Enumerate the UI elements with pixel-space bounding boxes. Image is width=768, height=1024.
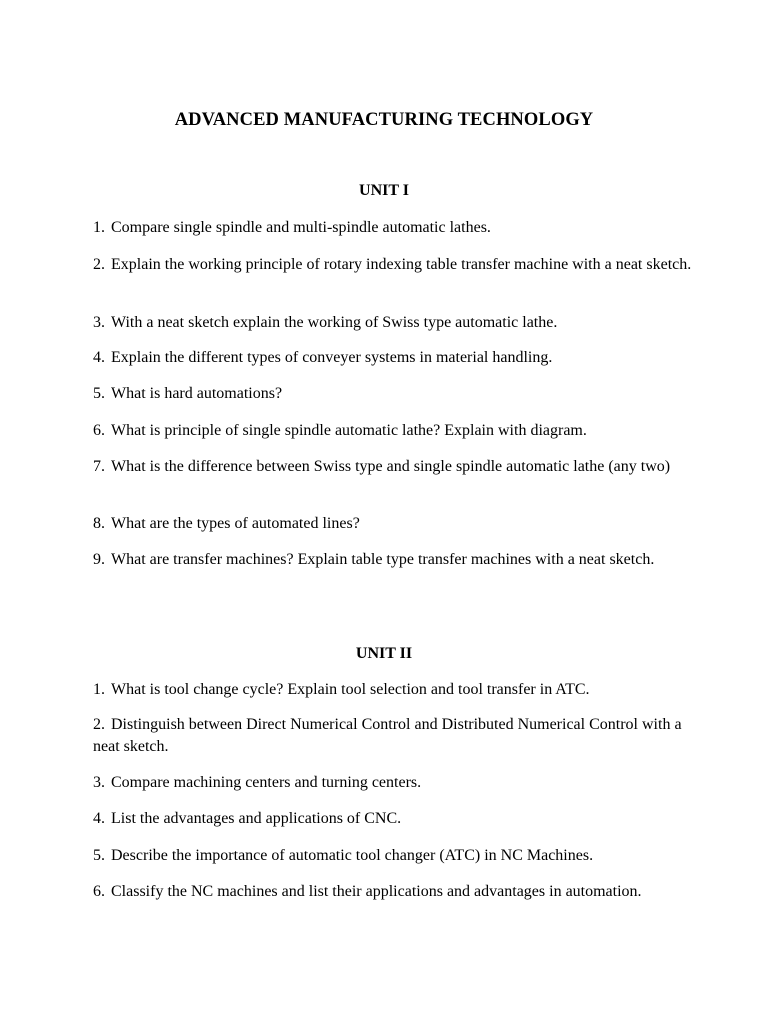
unit-2-question-2: 2. Distinguish between Direct Numerical Control and Distributed Numerical Control with a neat sketch. bbox=[93, 716, 682, 755]
unit-2-question-3: 3. Compare machining centers and turning centers. bbox=[93, 774, 422, 791]
unit-1-question-6: 6. What is principle of single spindle automatic lathe? Explain with diagram. bbox=[93, 422, 587, 439]
unit-1-question-3: 3. With a neat sketch explain the working of Swiss type automatic lathe. bbox=[93, 314, 558, 331]
unit-2-question-5: 5. Describe the importance of automatic tool changer (ATC) in NC Machines. bbox=[93, 847, 594, 864]
unit-2-question-4: 4. List the advantages and applications of CNC. bbox=[93, 810, 402, 827]
unit-1-question-2: 2. Explain the working principle of rotary indexing table transfer machine with a neat sketch. bbox=[93, 256, 692, 273]
document-title: ADVANCED MANUFACTURING TECHNOLOGY bbox=[174, 110, 594, 130]
unit-1-question-4: 4. Explain the different types of conveyer systems in material handling. bbox=[93, 349, 553, 366]
unit-1-question-5: 5. What is hard automations? bbox=[93, 385, 283, 402]
unit-2-heading: UNIT II bbox=[355, 645, 413, 662]
unit-1-question-1: 1. Compare single spindle and multi-spindle automatic lathes. bbox=[93, 219, 491, 236]
unit-1-question-7: 7. What is the difference between Swiss type and single spindle automatic lathe (any two) bbox=[93, 458, 671, 475]
unit-1-question-8: 8. What are the types of automated lines? bbox=[93, 515, 360, 532]
unit-1-heading: UNIT I bbox=[359, 182, 409, 199]
unit-2-question-1: 1. What is tool change cycle? Explain tool selection and tool transfer in ATC. bbox=[93, 681, 590, 698]
unit-2-question-6: 6. Classify the NC machines and list their applications and advantages in automation. bbox=[93, 883, 642, 900]
unit-1-question-9: 9. What are transfer machines? Explain table type transfer machines with a neat sketch. bbox=[93, 551, 655, 568]
